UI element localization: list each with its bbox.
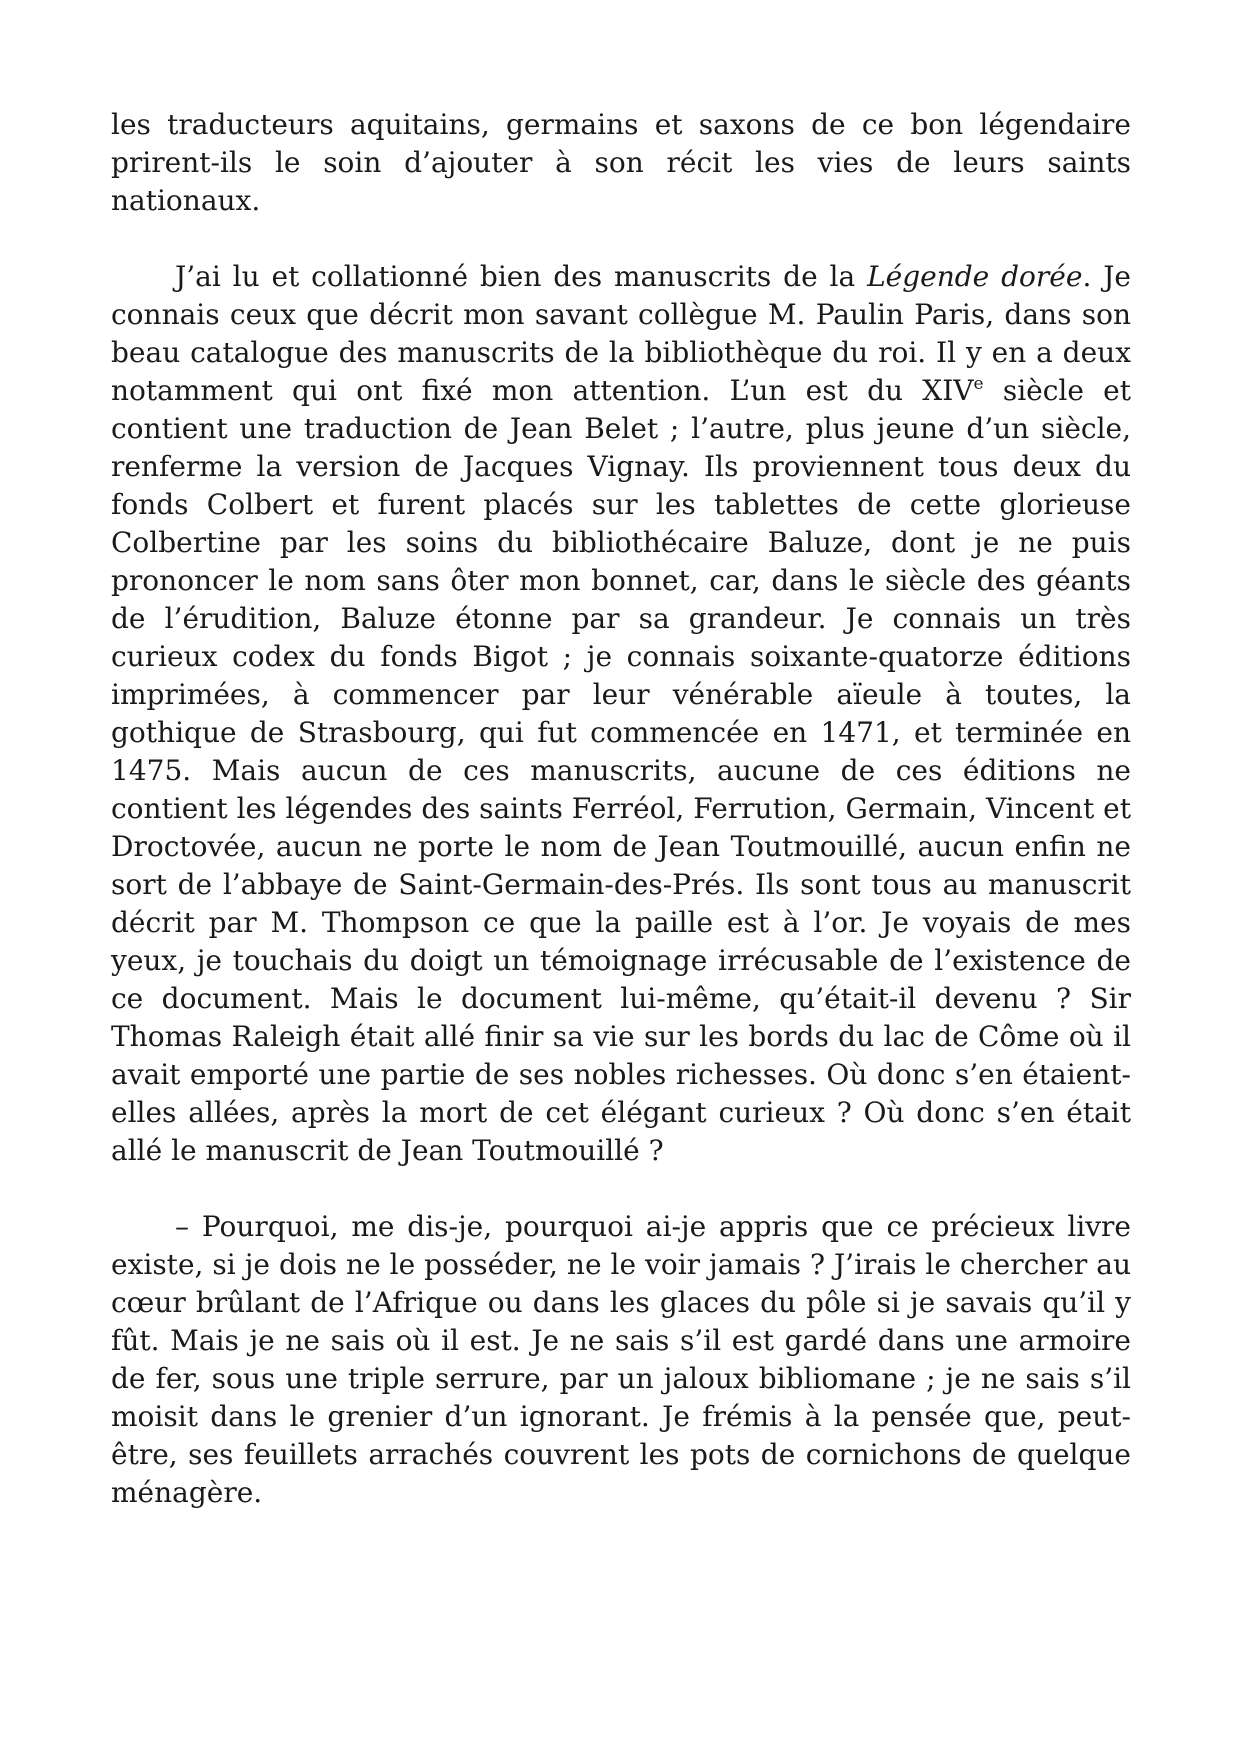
century-superscript: e: [973, 374, 984, 394]
body-text: [111, 106, 1131, 1512]
paragraph-2: [111, 258, 1131, 1170]
paragraph-1: [111, 106, 1131, 220]
paragraph-3: [111, 1208, 1131, 1512]
book-title-italic: Légende dorée: [867, 260, 1083, 293]
paragraph-3-text: – Pourquoi, me dis-je, pourquoi ai-je appris que ce précieux livre existe, si je dois ne le posséder, ne le voir jamais ? J’irais le chercher au cœur brûlant de l’Afrique ou dans les glaces du pôle si je savais qu’il y fût. Mais je ne sais où il est. Je ne sais s’il est gardé dans une armoire de fer, sous une triple serrure, par un jaloux bibliomane ; je ne sais s’il moisit dans le grenier d’un ignorant. Je frémis à la pensée que, peut-être, ses feuillets arrachés couvrent les pots de cornichons de quelque ménagère.: [111, 1210, 1131, 1509]
paragraph-2-text-start: J’ai lu et collationné bien des manuscrits de la: [175, 260, 868, 293]
paragraph-2-text-middle: . Je connais ceux que décrit mon savant collègue M. Paulin Paris, dans son beau catalogue des manuscrits de la bibliothèque du roi. Il y en a deux notamment qui ont fixé mon attention. L’un est du XIV: [111, 260, 1132, 407]
paragraph-2-text-end: siècle et contient une traduction de Jean Belet ; l’autre, plus jeune d’un siècle, renferme la version de Jacques Vignay. Ils proviennent tous deux du fonds Colbert et furent placés sur les tablettes de cette glorieuse Colbertine par les soins du bibliothécaire Baluze, dont je ne puis prononcer le nom sans ôter mon bonnet, car, dans le siècle des géants de l’érudition, Baluze étonne par sa grandeur. Je connais un très curieux codex du fonds Bigot ; je connais soixante-quatorze éditions imprimées, à commencer par leur vénérable aïeule à toutes, la gothique de Strasbourg, qui fut commencée en 1471, et terminée en 1475. Mais aucun de ces manuscrits, aucune de ces éditions ne contient les légendes des saints Ferréol, Ferrution, Germain, Vincent et Droctovée, aucun ne porte le nom de Jean Toutmouillé, aucun enfin ne sort de l’abbaye de Saint-Germain-des-Prés. Ils sont tous au manuscrit décrit par M. Thompson ce que la paille est à l’or. Je voyais de mes yeux, je touchais du doigt un témoignage irrécusable de l’existence de ce document. Mais le document lui-même, qu’était-il devenu ? Sir Thomas Raleigh était allé finir sa vie sur les bords du lac de Côme où il avait emporté une partie de ses nobles richesses. Où donc s’en étaient-elles allées, après la mort de cet élégant curieux ? Où donc s’en était allé le manuscrit de Jean Toutmouillé ?: [111, 374, 1131, 1167]
paragraph-1-text: les traducteurs aquitains, germains et saxons de ce bon légendaire prirent-ils le soin d’ajouter à son récit les vies de leurs saints nationaux.: [111, 108, 1131, 217]
